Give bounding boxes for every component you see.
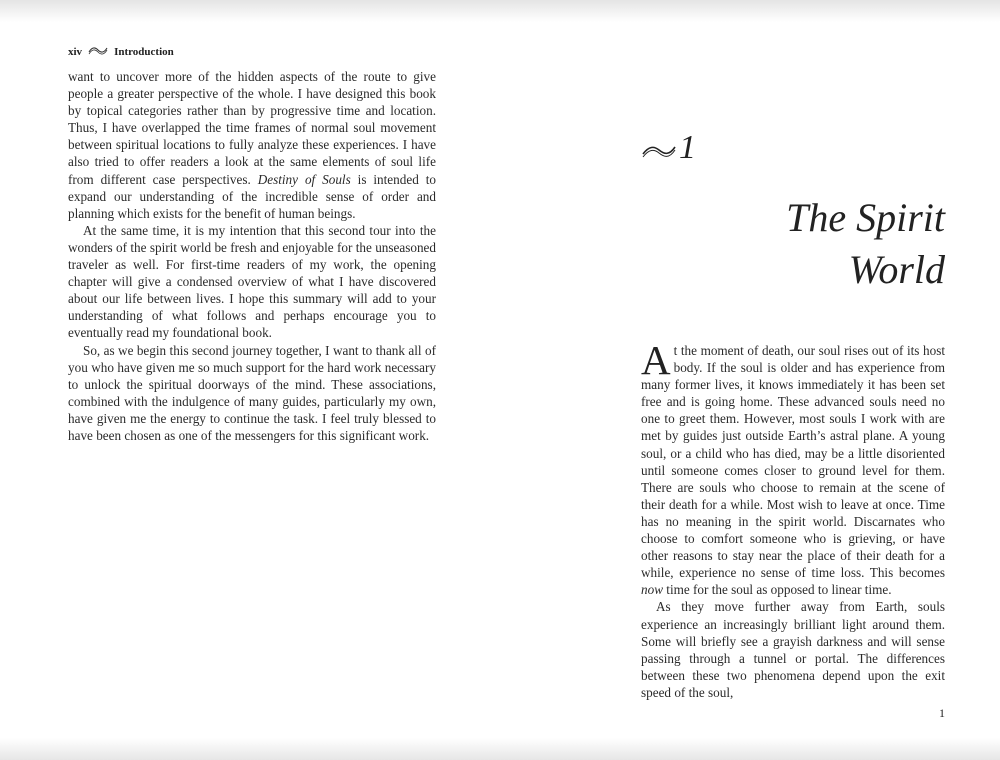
paragraph (641, 337, 945, 598)
running-head-title: Introduction (114, 46, 174, 58)
text-run: As they move further away from Earth, souls experience an increasingly brilliant light around them. Some will briefly see a grayish darkness and will sense passing through a tunnel or portal. The differences between these two phenomena depend upon the exit speed of the soul, (641, 599, 945, 700)
tilde-ornament-icon (88, 46, 108, 58)
paragraph (641, 598, 945, 701)
italic-text: now (641, 582, 663, 598)
italic-text: Destiny of Souls (257, 171, 351, 187)
paragraph (68, 222, 436, 342)
body-text (68, 68, 436, 444)
paragraph (68, 68, 436, 222)
tilde-ornament-icon (641, 129, 677, 167)
bottom-edge-shadow (0, 738, 1000, 760)
chapter-title-line: World (848, 247, 945, 292)
chapter-number-text: 1 (679, 129, 696, 166)
body-text (641, 337, 945, 701)
right-page (641, 128, 945, 701)
text-run: is intended to expand our understanding of the incredible sense of order and planning which exists for the benefit of human beings. (68, 171, 436, 221)
chapter-number (641, 128, 945, 168)
drop-cap: A (641, 337, 671, 383)
running-head (68, 44, 436, 60)
chapter-title-line: The Spirit (786, 195, 945, 240)
page-number: 1 (939, 706, 945, 720)
text-run: time for the soul as opposed to linear time. (662, 582, 892, 598)
paragraph-body (641, 337, 945, 598)
top-edge-shadow (0, 0, 1000, 22)
text-run: t the moment of death, our soul rises out of its host body. If the soul is older and has experience from many former lives, it knows immediately it has been set free and is going home. These advanced souls need no one to greet them. However, most souls I work with are met by guides just outside Earth’s astral plane. A young soul, or a child who has died, may be a little disoriented until someone comes closer to ground level for them. There are souls who choose to remain at the scene of their death for a while. Most wish to leave at once. Time has no meaning in the spirit world. Discarnates who choose to comfort someone who is grieving, or have other reasons to stay near the place of their death for a while, experience no sense of time loss. This becomes (641, 343, 945, 581)
text-run: At the same time, it is my intention that this second tour into the wonders of the spirit world be fresh and enjoyable for the unseasoned traveler as well. For first-time readers of my work, the opening chapter will give a condensed overview of what I have discovered about our life between lives. I hope this summary will add to your understanding of what follows and perhaps encourage you to eventually read my foundational book. (68, 222, 436, 341)
page-folio: xiv (68, 46, 83, 58)
left-page (68, 44, 436, 444)
paragraph (68, 342, 436, 445)
text-run: want to uncover more of the hidden aspects of the route to give people a greater perspective of the whole. I have designed this book by topical categories rather than by progressive time and location. Thus, I have overlapped the time frames of normal soul movement between spiritual locations to fully analyze these experiences. I have also tried to offer readers a look at the same elements of soul life from different case perspectives. (68, 69, 436, 187)
chapter-title (641, 192, 945, 296)
text-run: So, as we begin this second journey together, I want to thank all of you who have given me so much support for the hard work necessary to unlock the spiritual doorways of the mind. These associations, combined with the indulgence of many guides, particularly my own, have given me the energy to continue the task. I feel truly blessed to have been chosen as one of the messengers for this significant work. (68, 342, 436, 443)
